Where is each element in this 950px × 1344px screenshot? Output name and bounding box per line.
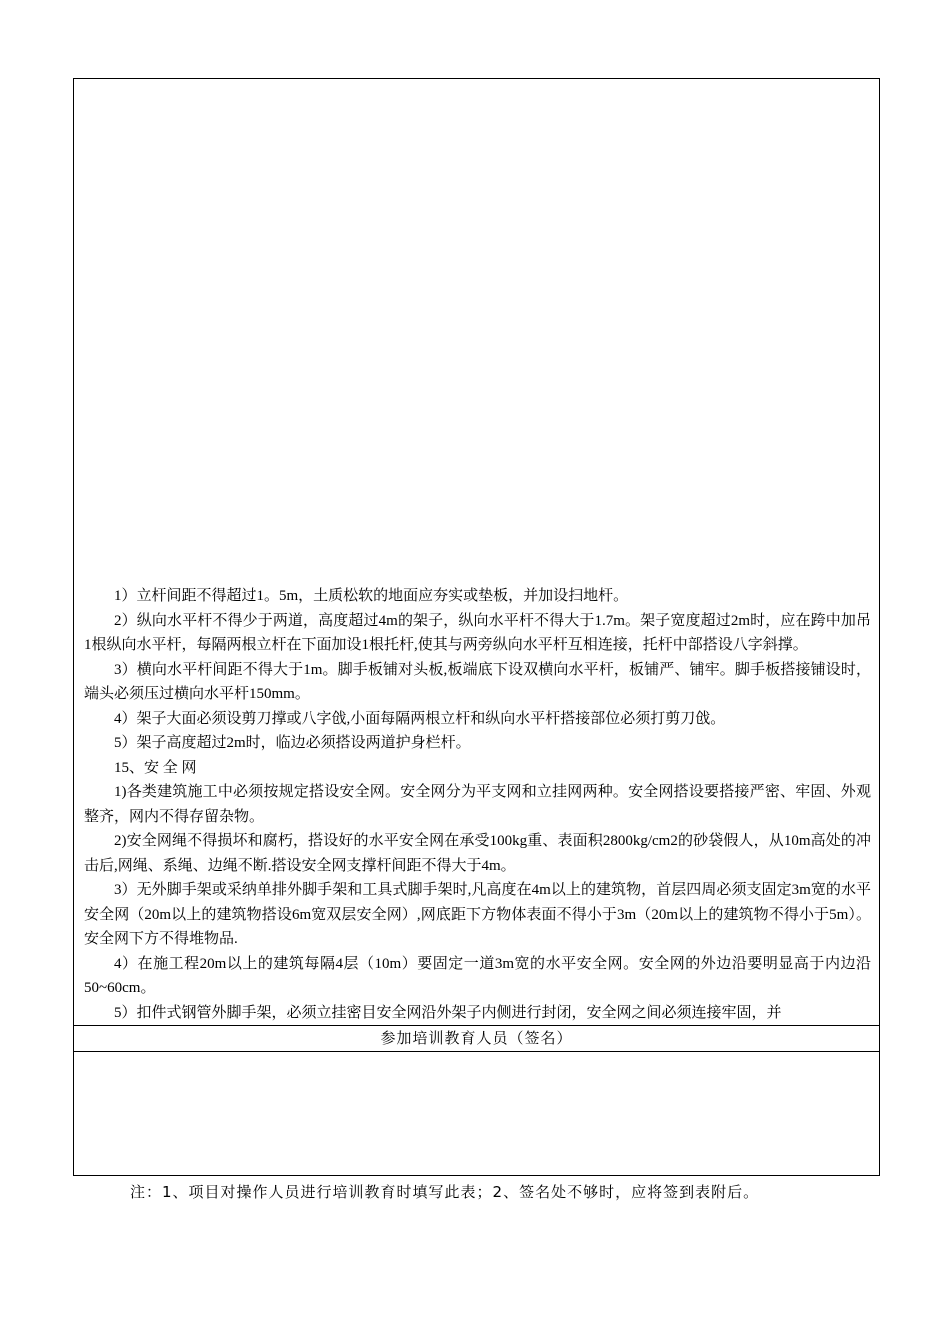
paragraph: 2)安全网绳不得损坏和腐朽，搭设好的水平安全网在承受100kg重、表面积2800kg/cm2的砂袋假人，从10m高处的冲击后,网绳、系绳、边绳不断.搭设安全网支撑杆间距不得大于4m。 [84, 833, 871, 874]
signature-header: 参加培训教育人员（签名） [74, 1025, 879, 1052]
footnote: 注：1、项目对操作人员进行培训教育时填写此表；2、签名处不够时，应将签到表附后。 [130, 1183, 760, 1201]
paragraph: 1）立杆间距不得超过1。5m，土质松软的地面应夯实或垫板，并加设扫地杆。 [114, 588, 629, 604]
training-content-text [84, 584, 871, 1025]
signature-area[interactable] [74, 1052, 879, 1175]
paragraph: 4）架子大面必须设剪刀撑或八字戗,小面每隔两根立杆和纵向水平杆搭接部位必须打剪刀戗。 [114, 710, 726, 727]
section-heading: 15、安 全 网 [114, 759, 197, 776]
paragraph: 4）在施工程20m以上的建筑每隔4层（10m）要固定一道3m宽的水平安全网。安全网的外边沿要明显高于内边沿50~60cm。 [84, 955, 871, 996]
paragraph: 1)各类建筑施工中必须按规定搭设安全网。安全网分为平支网和立挂网两种。安全网搭设要搭接严密、牢固、外观整齐，网内不得存留杂物。 [84, 784, 871, 825]
paragraph: 3）无外脚手架或采纳单排外脚手架和工具式脚手架时,凡高度在4m以上的建筑物，首层四周必须支固定3m宽的水平安全网（20m以上的建筑物搭设6m宽双层安全网）,网底距下方物体表面不得小于3m（20m以上的建筑物不得小于5m）。安全网下方不得堆物品. [84, 882, 871, 947]
paragraph: 3）横向水平杆间距不得大于1m。脚手板铺对头板,板端底下设双横向水平杆，板铺严、铺牢。脚手板搭接铺设时，端头必须压过横向水平杆150mm。 [84, 661, 871, 702]
training-content-cell [74, 79, 879, 1025]
paragraph: 5）扣件式钢管外脚手架，必须立挂密目安全网沿外架子内侧进行封闭，安全网之间必须连接牢固，并 [114, 1004, 782, 1021]
training-record-form [73, 78, 880, 1176]
paragraph: 2）纵向水平杆不得少于两道，高度超过4m的架子，纵向水平杆不得大于1.7m。架子宽度超过2m时，应在跨中加吊1根纵向水平杆，每隔两根立杆在下面加设1根托杆,使其与两旁纵向水平杆互相连接，托杆中部搭设八字斜撑。 [84, 612, 871, 653]
paragraph: 5）架子高度超过2m时，临边必须搭设两道护身栏杆。 [114, 735, 471, 751]
